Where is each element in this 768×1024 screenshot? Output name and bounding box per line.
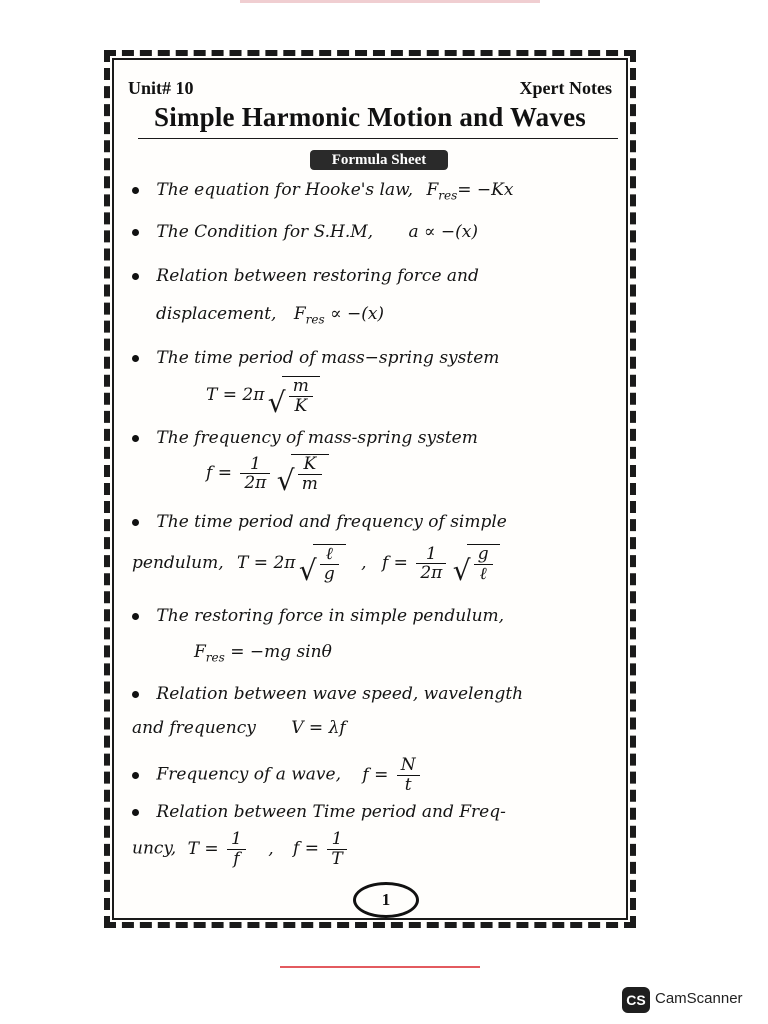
bullet-icon [132, 187, 139, 194]
item-text: The frequency of mass-spring system [156, 428, 478, 448]
numerator: 1 [227, 830, 246, 850]
bullet-icon [132, 519, 139, 526]
list-item [132, 606, 504, 626]
brand-label: Xpert Notes [519, 78, 612, 98]
formula-block [194, 642, 332, 664]
formula-sheet-badge: Formula Sheet [310, 150, 448, 170]
formula-subscript: res [438, 188, 458, 203]
page-edge-top [240, 0, 540, 3]
list-item [132, 802, 506, 822]
denominator: 2π [420, 563, 443, 584]
denominator: ℓ [479, 563, 487, 584]
item-text: and frequency [132, 718, 256, 738]
formula: = −Kx [457, 180, 514, 200]
formula-block [206, 376, 320, 415]
denominator: 2π [244, 473, 267, 494]
notes-frame [104, 50, 636, 928]
list-item [132, 428, 478, 448]
item-text: Frequency of a wave, [156, 764, 341, 785]
list-item [132, 348, 499, 368]
page-title: Simple Harmonic Motion and Waves [154, 102, 586, 132]
formula-subscript: res [305, 312, 325, 327]
item-text: The equation for Hooke's law, [156, 180, 414, 200]
formula-lhs: T = 2π [237, 553, 296, 574]
numerator: 1 [240, 455, 270, 475]
item-text: Relation between Time period and Freq- [156, 802, 506, 822]
sqrt [282, 376, 320, 415]
separator: , [361, 553, 367, 574]
sqrt [467, 544, 500, 583]
formula-symbol: F [194, 642, 206, 662]
formula-lhs: f = [206, 463, 232, 484]
bullet-icon [132, 273, 139, 280]
denominator: T [331, 848, 343, 869]
item-text: The time period and frequency of simple [156, 512, 507, 532]
list-item [132, 684, 523, 704]
formula: ∝ −(x) [330, 304, 385, 324]
formula-symbol: F [293, 304, 306, 324]
list-item [132, 266, 479, 286]
list-item-continued [132, 718, 346, 738]
formula-lhs: f = [293, 838, 319, 859]
bullet-icon [132, 613, 139, 620]
numerator: 1 [416, 545, 446, 565]
denominator: m [301, 473, 318, 494]
formula-block [132, 830, 350, 868]
bullet-icon [132, 772, 139, 779]
formula: = −mg sinθ [230, 642, 332, 662]
camscanner-logo-icon: CS [622, 987, 650, 1013]
list-item [132, 180, 513, 202]
denominator: g [323, 563, 335, 584]
list-item [132, 756, 423, 794]
item-text: The time period of mass−spring system [156, 348, 500, 368]
item-text: Relation between wave speed, wavelength [156, 684, 524, 704]
formula-lhs: f = [362, 764, 389, 785]
formula-lhs: f = [381, 553, 408, 574]
camscanner-watermark: CamScanner [655, 990, 743, 1007]
formula: a ∝ −(x) [408, 222, 479, 242]
bullet-icon [132, 355, 139, 362]
bullet-icon [132, 229, 139, 236]
list-item [132, 222, 478, 242]
item-text: displacement, [156, 304, 277, 324]
list-item-continued [156, 304, 384, 326]
formula-list [110, 56, 630, 922]
item-text: Relation between restoring force and [156, 266, 479, 286]
numerator: 1 [327, 830, 346, 850]
item-text: The Condition for S.H.M, [156, 222, 374, 242]
numerator: √ m [289, 377, 313, 397]
formula-lhs: T = [187, 838, 219, 859]
list-item [132, 512, 507, 532]
item-text: uncy, [132, 838, 177, 859]
denominator: t [404, 774, 412, 795]
item-text: pendulum, [132, 553, 224, 574]
denominator: f [233, 848, 240, 869]
page-number: 1 [353, 882, 419, 918]
denominator: K [294, 395, 308, 416]
bullet-icon [132, 691, 139, 698]
separator: , [268, 838, 274, 859]
item-text: The restoring force in simple pendulum, [156, 606, 505, 626]
bullet-icon [132, 809, 139, 816]
page-edge-bottom [280, 966, 480, 968]
unit-label: Unit# 10 [128, 78, 194, 98]
formula-lhs: T = 2π [206, 385, 265, 406]
formula: V = λf [291, 718, 346, 738]
formula-symbol: F [426, 180, 439, 200]
formula-block [206, 454, 329, 493]
numerator: √ K [298, 455, 322, 475]
bullet-icon [132, 435, 139, 442]
formula-subscript: res [205, 650, 225, 665]
numerator: √ g [474, 545, 493, 565]
formula-block [132, 544, 500, 583]
sqrt [291, 454, 329, 493]
sqrt [313, 544, 346, 583]
numerator: √ ℓ [320, 545, 339, 565]
numerator: N [397, 756, 420, 776]
